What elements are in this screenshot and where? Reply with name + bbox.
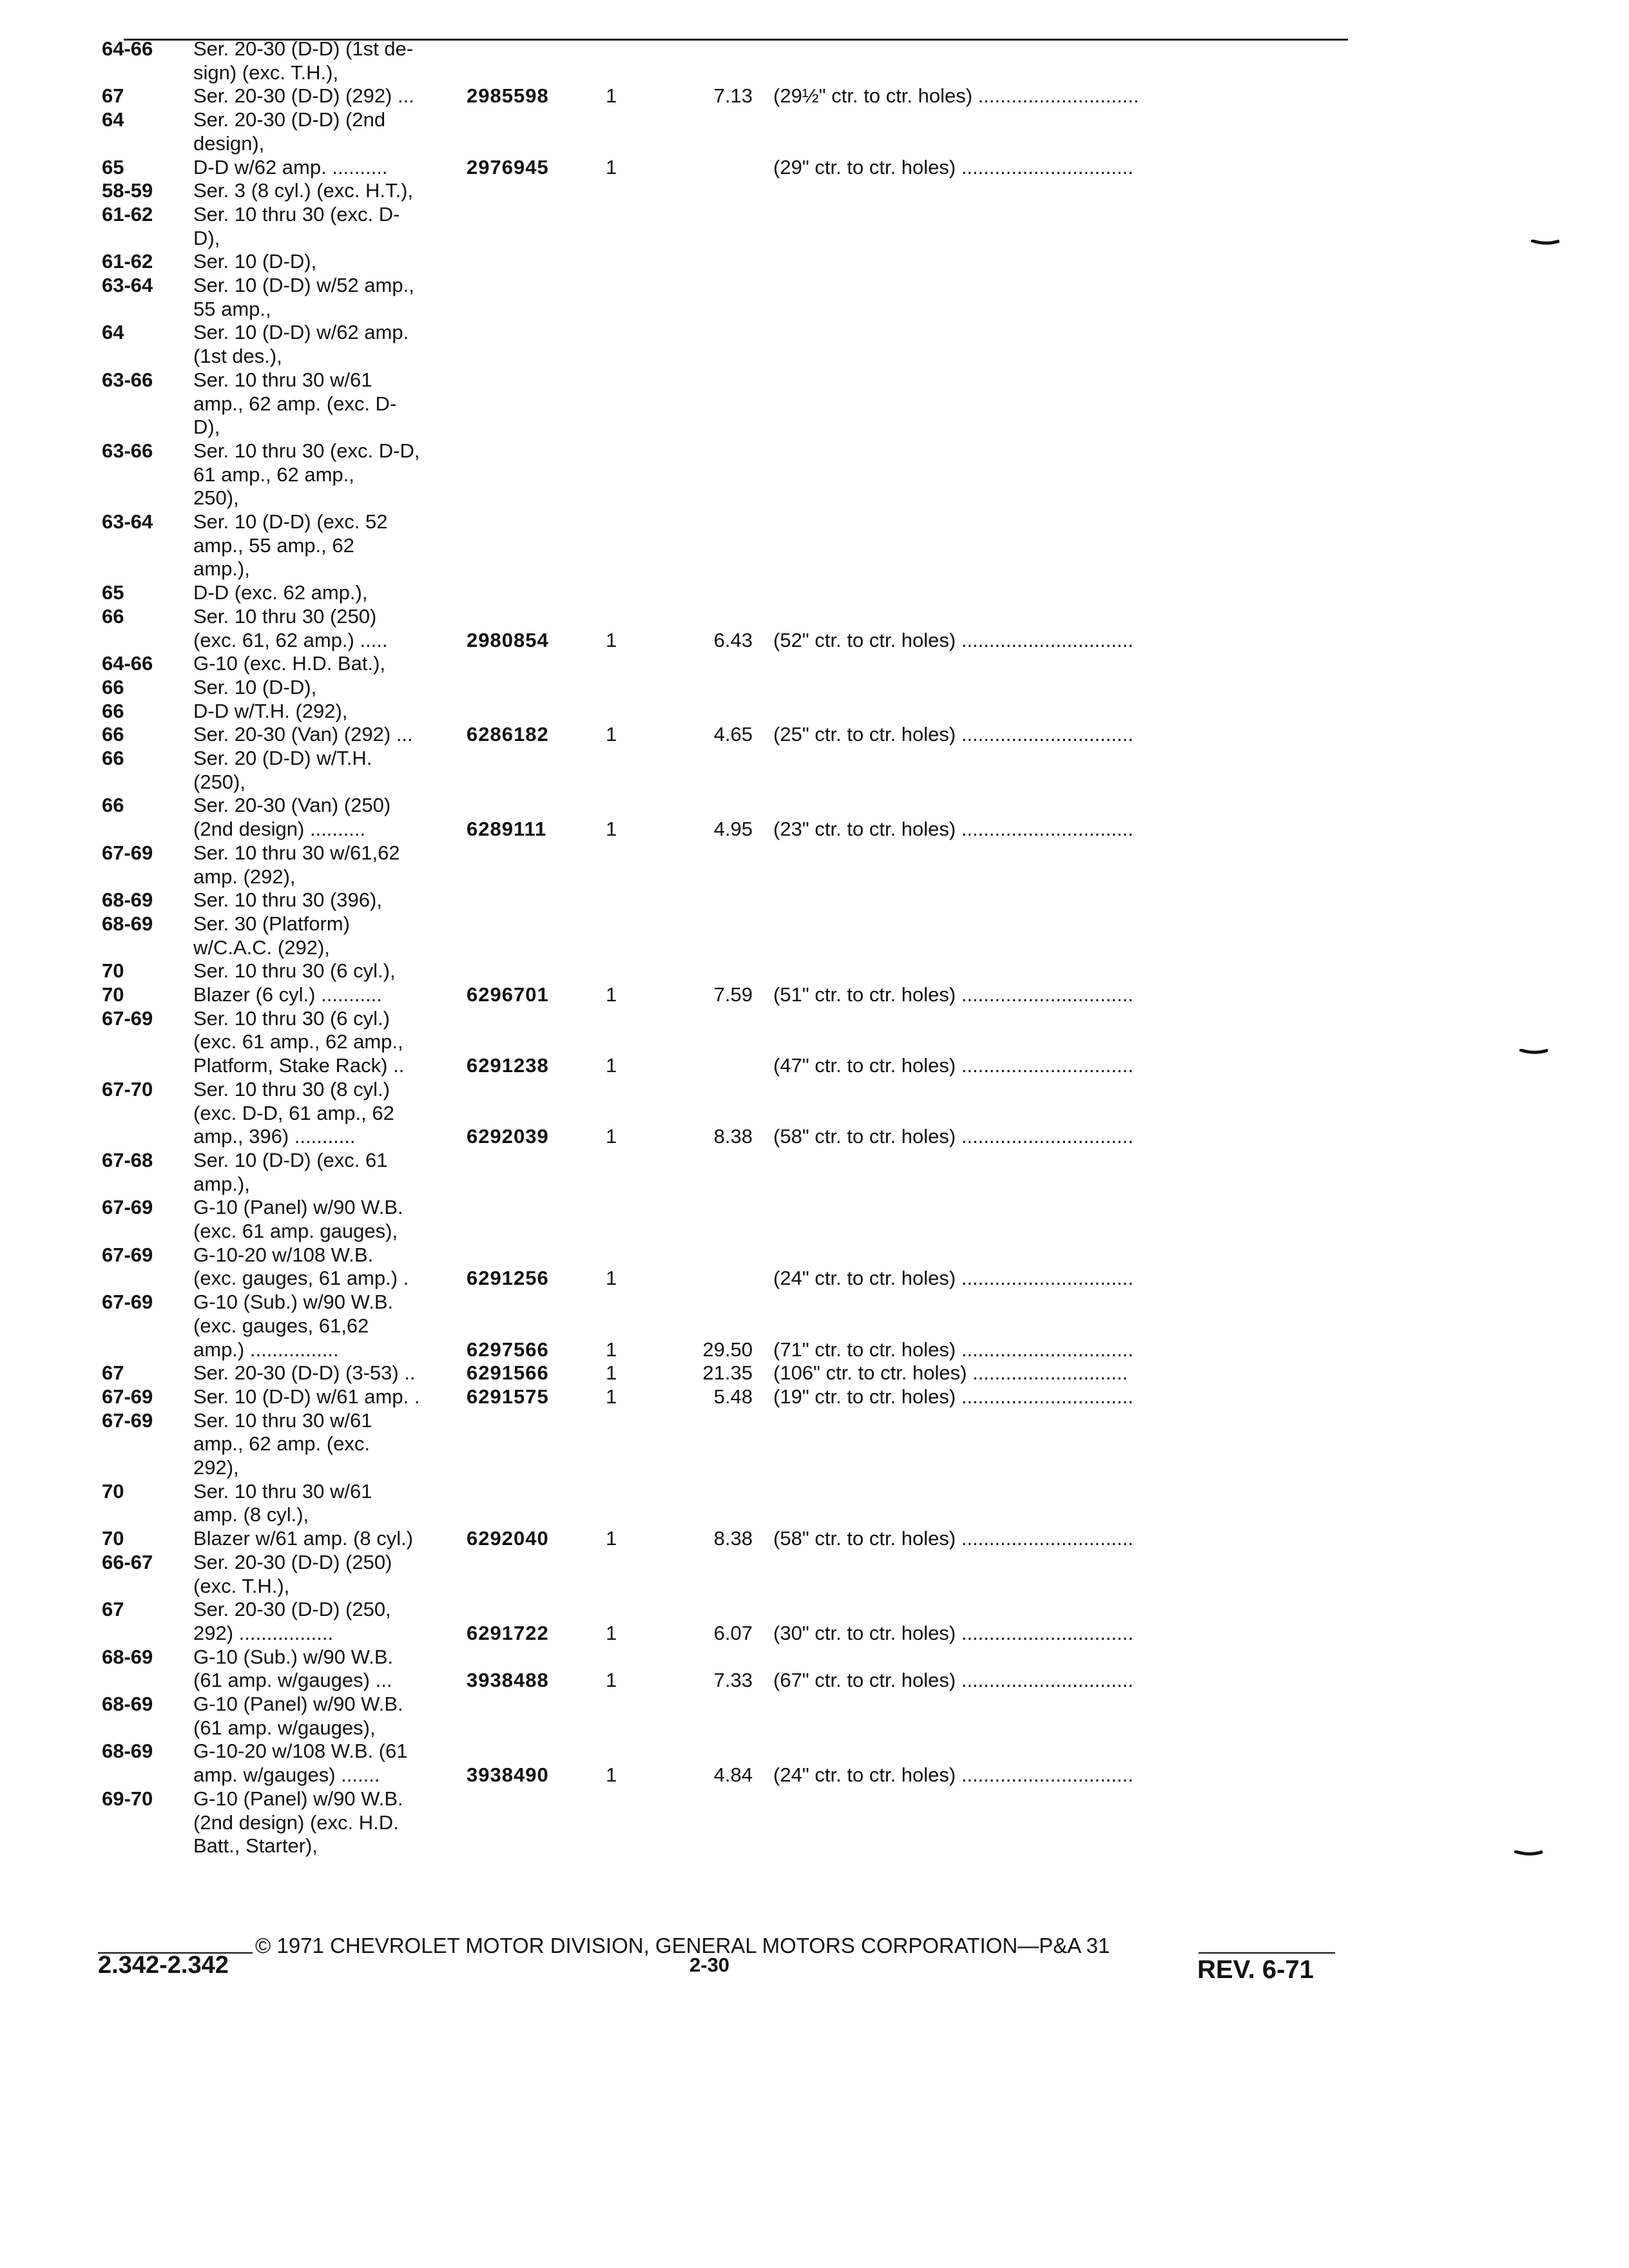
quantity-cell: 1 — [606, 1338, 617, 1361]
table-row — [0, 652, 1629, 675]
price-cell: 4.65 — [713, 723, 753, 746]
year-cell: 67 — [102, 1361, 124, 1385]
description-cell: G-10 (Panel) w/90 W.B. — [193, 1196, 403, 1219]
year-cell: 66 — [102, 794, 124, 817]
description-cell: Ser. 10 thru 30 w/61,62 — [193, 841, 400, 864]
price-cell: 21.35 — [702, 1361, 753, 1385]
description-cell: Ser. 10 (D-D) w/62 amp. — [193, 321, 409, 344]
description-cell: amp., 62 amp. (exc. D- — [193, 392, 397, 415]
part-number-cell: 6291722 — [467, 1621, 549, 1644]
description-cell: Ser. 20-30 (D-D) (3-53) .. — [193, 1361, 416, 1385]
table-row — [0, 676, 1629, 699]
quantity-cell: 1 — [606, 1621, 617, 1644]
table-row — [0, 392, 1629, 416]
note-cell: (24" ctr. to ctr. holes) ............................... — [773, 1763, 1133, 1787]
table-row — [0, 1740, 1629, 1763]
description-cell: Ser. 10 (D-D) (exc. 52 — [193, 510, 388, 533]
table-row — [0, 439, 1629, 463]
note-cell: (29" ctr. to ctr. holes) ............................... — [773, 155, 1133, 178]
part-number-cell: 6291256 — [467, 1267, 549, 1290]
note-cell: (30" ctr. to ctr. holes) ............................... — [773, 1621, 1133, 1644]
description-cell: Blazer w/61 amp. (8 cyl.) — [193, 1527, 414, 1550]
table-row — [0, 274, 1629, 297]
note-cell: (58" ctr. to ctr. holes) ............................... — [773, 1125, 1133, 1148]
table-row — [0, 747, 1629, 770]
part-number-cell: 6291238 — [467, 1054, 549, 1077]
table-row — [0, 1196, 1629, 1219]
margin-mark — [1531, 240, 1559, 245]
price-cell: 6.07 — [713, 1621, 753, 1644]
description-cell: Ser. 10 thru 30 (6 cyl.), — [193, 959, 396, 983]
footer-page-number: 2-30 — [689, 1954, 730, 1976]
table-row — [0, 486, 1629, 510]
year-cell: 64 — [102, 108, 124, 131]
table-row — [0, 203, 1629, 226]
year-cell: 68-69 — [102, 1645, 153, 1668]
description-cell: Ser. 10 (D-D), — [193, 675, 317, 698]
year-cell: 70 — [102, 1527, 124, 1550]
description-cell: D-D (exc. 62 amp.), — [193, 581, 368, 604]
year-cell: 67-69 — [102, 1243, 153, 1266]
description-cell: (61 amp. w/gauges), — [193, 1716, 376, 1739]
description-cell: Ser. 20-30 (Van) (292) ... — [193, 723, 413, 746]
part-number-cell: 6289111 — [467, 818, 547, 841]
year-cell: 65 — [102, 581, 124, 604]
description-cell: Ser. 20-30 (D-D) (292) ... — [193, 84, 414, 108]
part-number-cell: 3938488 — [467, 1669, 549, 1692]
description-cell: (exc. D-D, 61 amp., 62 — [193, 1101, 394, 1124]
description-cell: Ser. 10 (D-D) w/52 amp., — [193, 274, 414, 296]
year-cell: 70 — [102, 1479, 124, 1503]
footer-copyright: © 1971 CHEVROLET MOTOR DIVISION, GENERAL MOTORS CORPORATION—P&A 31 — [255, 1934, 1110, 1957]
table-row — [0, 1834, 1629, 1858]
table-row — [0, 37, 1629, 61]
year-cell: 63-64 — [102, 510, 153, 533]
year-cell: 66-67 — [102, 1550, 153, 1573]
description-cell: (exc. T.H.), — [193, 1574, 290, 1597]
table-row — [0, 1456, 1629, 1479]
description-cell: (exc. 61 amp. gauges), — [193, 1220, 398, 1242]
year-cell: 64-66 — [102, 37, 153, 60]
year-cell: 63-66 — [102, 439, 153, 462]
year-cell: 68-69 — [102, 889, 153, 912]
quantity-cell: 1 — [606, 1267, 617, 1290]
description-cell: 61 amp., 62 amp., — [193, 463, 354, 486]
table-row — [0, 1622, 1629, 1645]
table-row — [0, 1385, 1629, 1408]
year-cell: 70 — [102, 983, 124, 1006]
price-cell: 4.95 — [713, 818, 753, 841]
description-cell: G-10 (Sub.) w/90 W.B. — [193, 1645, 394, 1668]
description-cell: amp. (292), — [193, 865, 296, 888]
year-cell: 67-69 — [102, 841, 153, 864]
description-cell: amp., 396) ........... — [193, 1125, 356, 1148]
description-cell: (2nd design) .......... — [193, 818, 366, 841]
note-cell: (71" ctr. to ctr. holes) ............................... — [773, 1338, 1133, 1361]
table-row — [0, 1149, 1629, 1172]
part-number-cell: 3938490 — [467, 1763, 549, 1787]
description-cell: G-10 (Panel) w/90 W.B. — [193, 1693, 403, 1715]
quantity-cell: 1 — [606, 1669, 617, 1692]
price-cell: 8.38 — [713, 1527, 753, 1550]
footer-revision: REV. 6-71 — [1197, 1956, 1314, 1984]
table-row — [0, 1125, 1629, 1148]
part-number-cell: 2985598 — [467, 84, 549, 108]
quantity-cell: 1 — [606, 983, 617, 1006]
description-cell: design), — [193, 131, 265, 155]
table-row — [0, 156, 1629, 179]
year-cell: 67 — [102, 1598, 124, 1621]
year-cell: 68-69 — [102, 1740, 153, 1763]
description-cell: Ser. 10 thru 30 (exc. D- — [193, 202, 400, 226]
note-cell: (67" ctr. to ctr. holes) ............................... — [773, 1669, 1133, 1692]
year-cell: 70 — [102, 959, 124, 983]
description-cell: Ser. 3 (8 cyl.) (exc. H.T.), — [193, 179, 414, 202]
table-row — [0, 1220, 1629, 1243]
description-cell: Ser. 20-30 (D-D) (1st de- — [193, 37, 414, 60]
quantity-cell: 1 — [606, 1361, 617, 1385]
table-row — [0, 700, 1629, 723]
price-cell: 5.48 — [713, 1385, 753, 1408]
year-cell: 67 — [102, 84, 124, 108]
table-row — [0, 889, 1629, 912]
table-row — [0, 108, 1629, 131]
table-row — [0, 771, 1629, 794]
description-cell: (250), — [193, 770, 246, 793]
quantity-cell: 1 — [606, 1527, 617, 1550]
description-cell: D-D w/62 amp. .......... — [193, 155, 388, 178]
table-row — [0, 794, 1629, 817]
year-cell: 64 — [102, 321, 124, 344]
table-row — [0, 581, 1629, 604]
description-cell: 250), — [193, 486, 239, 510]
table-row — [0, 321, 1629, 344]
description-cell: (exc. gauges, 61 amp.) . — [193, 1267, 409, 1290]
quantity-cell: 1 — [606, 1125, 617, 1148]
table-row — [0, 959, 1629, 983]
margin-mark — [1519, 1049, 1548, 1055]
year-cell: 61-62 — [102, 202, 153, 226]
table-row — [0, 841, 1629, 865]
year-cell: 67-69 — [102, 1006, 153, 1030]
table-row — [0, 1551, 1629, 1574]
year-cell: 66 — [102, 747, 124, 769]
table-row — [0, 416, 1629, 439]
table-row — [0, 1432, 1629, 1456]
table-row — [0, 1314, 1629, 1338]
table-row — [0, 1361, 1629, 1385]
description-cell: (exc. 61 amp., 62 amp., — [193, 1030, 403, 1053]
table-row — [0, 1763, 1629, 1787]
description-cell: Blazer (6 cyl.) ........... — [193, 983, 382, 1006]
year-cell: 63-64 — [102, 274, 153, 296]
quantity-cell: 1 — [606, 1763, 617, 1787]
description-cell: Ser. 10 thru 30 (8 cyl.) — [193, 1077, 390, 1100]
description-cell: amp.), — [193, 1172, 250, 1195]
table-row — [0, 1291, 1629, 1314]
description-cell: Ser. 10 thru 30 (396), — [193, 889, 382, 912]
description-cell: sign) (exc. T.H.), — [193, 61, 339, 84]
price-cell: 29.50 — [702, 1338, 753, 1361]
part-number-cell: 6297566 — [467, 1338, 549, 1361]
description-cell: amp.) ................ — [193, 1338, 339, 1361]
year-cell: 68-69 — [102, 1693, 153, 1715]
description-cell: Ser. 20-30 (D-D) (2nd — [193, 108, 386, 131]
description-cell: D-D w/T.H. (292), — [193, 699, 348, 722]
description-cell: G-10-20 w/108 W.B. — [193, 1243, 374, 1266]
year-cell: 66 — [102, 699, 124, 722]
description-cell: (2nd design) (exc. H.D. — [193, 1811, 399, 1834]
table-row — [0, 818, 1629, 841]
table-row — [0, 1669, 1629, 1692]
note-cell: (58" ctr. to ctr. holes) ............................... — [773, 1527, 1133, 1550]
table-row — [0, 463, 1629, 486]
quantity-cell: 1 — [606, 155, 617, 178]
year-cell: 66 — [102, 675, 124, 698]
part-number-cell: 6292040 — [467, 1527, 549, 1550]
year-cell: 67-69 — [102, 1291, 153, 1314]
description-cell: (exc. gauges, 61,62 — [193, 1314, 369, 1337]
description-cell: Ser. 20 (D-D) w/T.H. — [193, 747, 372, 769]
year-cell: 66 — [102, 604, 124, 628]
table-row — [0, 1503, 1629, 1526]
table-row — [0, 1527, 1629, 1550]
price-cell: 7.59 — [713, 983, 753, 1006]
description-cell: Ser. 20-30 (D-D) (250, — [193, 1598, 391, 1621]
description-cell: amp.), — [193, 557, 250, 581]
description-cell: 292), — [193, 1456, 239, 1479]
description-cell: (61 amp. w/gauges) ... — [193, 1669, 392, 1692]
description-cell: Batt., Starter), — [193, 1834, 318, 1858]
table-row — [0, 510, 1629, 533]
table-row — [0, 1244, 1629, 1267]
description-cell: w/C.A.C. (292), — [193, 936, 330, 959]
part-number-cell: 6286182 — [467, 723, 549, 746]
description-cell: G-10 (Sub.) w/90 W.B. — [193, 1291, 394, 1314]
description-cell: Ser. 10 thru 30 (6 cyl.) — [193, 1006, 390, 1030]
price-cell: 6.43 — [713, 628, 753, 651]
table-row — [0, 1173, 1629, 1196]
table-row — [0, 1598, 1629, 1621]
description-cell: amp., 62 amp. (exc. — [193, 1432, 370, 1456]
description-cell: amp., 55 amp., 62 — [193, 533, 354, 557]
year-cell: 67-70 — [102, 1077, 153, 1100]
quantity-cell: 1 — [606, 723, 617, 746]
table-row — [0, 179, 1629, 202]
year-cell: 67-69 — [102, 1385, 153, 1408]
table-row — [0, 1054, 1629, 1077]
part-number-cell: 6291575 — [467, 1385, 549, 1408]
year-cell: 69-70 — [102, 1787, 153, 1810]
quantity-cell: 1 — [606, 1385, 617, 1408]
description-cell: Ser. 10 (D-D) (exc. 61 — [193, 1148, 388, 1171]
table-row — [0, 1693, 1629, 1716]
part-number-cell: 2980854 — [467, 628, 549, 651]
year-cell: 67-69 — [102, 1408, 153, 1432]
description-cell: G-10-20 w/108 W.B. (61 — [193, 1740, 408, 1763]
table-row — [0, 983, 1629, 1006]
note-cell: (52" ctr. to ctr. holes) ............................... — [773, 628, 1133, 651]
description-cell: amp. (8 cyl.), — [193, 1503, 309, 1526]
table-row — [0, 865, 1629, 889]
description-cell: Ser. 10 thru 30 (exc. D-D, — [193, 439, 420, 462]
description-cell: 55 amp., — [193, 297, 271, 320]
part-number-cell: 6291566 — [467, 1361, 549, 1385]
description-cell: G-10 (exc. H.D. Bat.), — [193, 652, 386, 675]
description-cell: Ser. 10 (D-D) w/61 amp. . — [193, 1385, 420, 1408]
note-cell: (47" ctr. to ctr. holes) ............................... — [773, 1054, 1133, 1077]
quantity-cell: 1 — [606, 818, 617, 841]
table-row — [0, 1030, 1629, 1053]
table-row — [0, 1102, 1629, 1125]
footer-section-code: 2.342-2.342 — [98, 1952, 229, 1979]
table-row — [0, 534, 1629, 557]
part-number-cell: 6296701 — [467, 983, 549, 1006]
table-row — [0, 1811, 1629, 1834]
quantity-cell: 1 — [606, 628, 617, 651]
description-cell: Ser. 10 thru 30 w/61 — [193, 1408, 372, 1432]
description-cell: amp. w/gauges) ....... — [193, 1763, 380, 1787]
year-cell: 63-66 — [102, 368, 153, 391]
description-cell: Ser. 10 thru 30 w/61 — [193, 1479, 372, 1503]
description-cell: Platform, Stake Rack) .. — [193, 1054, 405, 1077]
table-row — [0, 132, 1629, 155]
description-cell: Ser. 10 thru 30 (250) — [193, 604, 377, 628]
note-cell: (23" ctr. to ctr. holes) ............................... — [773, 818, 1133, 841]
quantity-cell: 1 — [606, 1054, 617, 1077]
note-cell: (51" ctr. to ctr. holes) ............................... — [773, 983, 1133, 1006]
table-row — [0, 369, 1629, 392]
description-cell: G-10 (Panel) w/90 W.B. — [193, 1787, 403, 1810]
price-cell: 4.84 — [713, 1763, 753, 1787]
part-number-cell: 2976945 — [467, 155, 549, 178]
table-row — [0, 1787, 1629, 1811]
note-cell: (25" ctr. to ctr. holes) ............................... — [773, 723, 1133, 746]
description-cell: D), — [193, 226, 220, 249]
note-cell: (29½" ctr. to ctr. holes) ............................. — [773, 84, 1139, 108]
description-cell: Ser. 10 (D-D), — [193, 250, 317, 273]
description-cell: Ser. 20-30 (Van) (250) — [193, 794, 391, 817]
table-row — [0, 1575, 1629, 1598]
margin-mark — [1514, 1850, 1543, 1856]
quantity-cell: 1 — [606, 84, 617, 108]
description-cell: Ser. 10 thru 30 w/61 — [193, 368, 372, 391]
price-cell: 7.13 — [713, 84, 753, 108]
table-row — [0, 723, 1629, 746]
table-row — [0, 1078, 1629, 1101]
table-row — [0, 605, 1629, 628]
table-row — [0, 1409, 1629, 1432]
table-row — [0, 61, 1629, 84]
table-row — [0, 250, 1629, 273]
year-cell: 58-59 — [102, 179, 153, 202]
table-row — [0, 1338, 1629, 1361]
note-cell: (106" ctr. to ctr. holes) ............................ — [773, 1361, 1128, 1385]
description-cell: Ser. 20-30 (D-D) (250) — [193, 1550, 392, 1573]
part-number-cell: 6292039 — [467, 1125, 549, 1148]
year-cell: 68-69 — [102, 912, 153, 935]
description-cell: Ser. 30 (Platform) — [193, 912, 350, 935]
table-row — [0, 1716, 1629, 1740]
year-cell: 61-62 — [102, 250, 153, 273]
table-row — [0, 912, 1629, 936]
year-cell: 66 — [102, 723, 124, 746]
table-row — [0, 298, 1629, 321]
description-cell: (1st des.), — [193, 345, 282, 368]
year-cell: 65 — [102, 155, 124, 178]
price-cell: 7.33 — [713, 1669, 753, 1692]
table-row — [0, 345, 1629, 368]
table-row — [0, 1480, 1629, 1503]
table-row — [0, 227, 1629, 250]
year-cell: 67-68 — [102, 1148, 153, 1171]
description-cell: (exc. 61, 62 amp.) ..... — [193, 628, 388, 651]
note-cell: (19" ctr. to ctr. holes) ............................... — [773, 1385, 1133, 1408]
table-row — [0, 84, 1629, 108]
table-row — [0, 557, 1629, 581]
description-cell: 292) ................. — [193, 1621, 334, 1644]
table-row — [0, 1267, 1629, 1290]
note-cell: (24" ctr. to ctr. holes) ............................... — [773, 1267, 1133, 1290]
table-row — [0, 1007, 1629, 1030]
table-row — [0, 936, 1629, 959]
description-cell: D), — [193, 416, 220, 439]
footer-rule-right — [1199, 1952, 1335, 1954]
price-cell: 8.38 — [713, 1125, 753, 1148]
year-cell: 67-69 — [102, 1196, 153, 1219]
year-cell: 64-66 — [102, 652, 153, 675]
table-row — [0, 1646, 1629, 1669]
table-row — [0, 629, 1629, 652]
